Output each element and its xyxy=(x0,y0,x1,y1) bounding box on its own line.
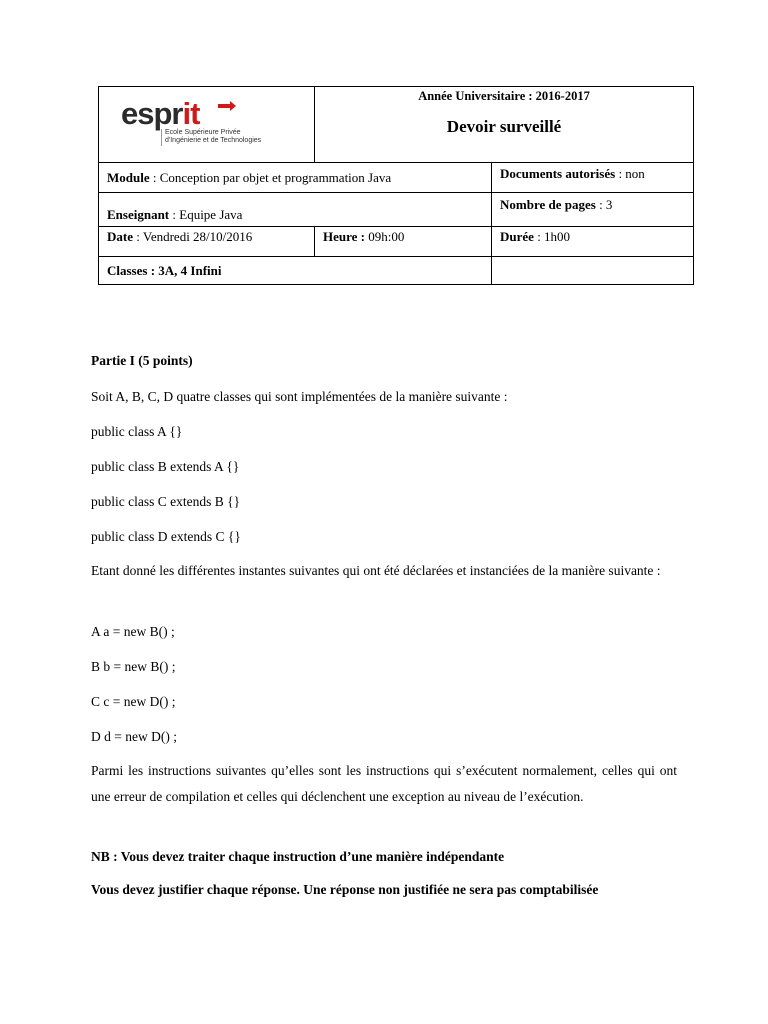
module-cell: Module : Conception par objet et programmation Java xyxy=(99,163,492,193)
logo-subtitle: Ecole Supérieure Privée d'Ingénierie et de Technologies xyxy=(161,129,261,146)
instance-a-line: A a = new B() ; xyxy=(91,624,175,639)
date-cell: Date : Vendredi 28/10/2016 xyxy=(99,227,315,257)
header-table xyxy=(98,86,694,285)
class-c-line: public class C extends B {} xyxy=(91,494,241,509)
classes-cell: Classes : 3A, 4 Infini xyxy=(99,257,492,285)
exam-heading-cell xyxy=(315,87,694,163)
instance-d-line: D d = new D() ; xyxy=(91,729,177,744)
duration-cell: Durée : 1h00 xyxy=(492,227,694,257)
empty-cell xyxy=(492,257,694,285)
part-title: Partie I (5 points) xyxy=(91,353,193,368)
esprit-logo: esprit Ecole Supérieure Privée d'Ingénierie et de Technologies xyxy=(121,95,262,144)
nb-note-1: NB : Vous devez traiter chaque instruction d’une manière indépendante xyxy=(91,849,505,864)
page-title: Devoir surveillé xyxy=(446,117,562,136)
intro-text: Soit A, B, C, D quatre classes qui sont implémentées de la manière suivante : xyxy=(91,389,508,404)
logo-arrow-icon xyxy=(218,101,236,111)
class-d-line: public class D extends C {} xyxy=(91,529,241,544)
pages-cell: Nombre de pages : 3 xyxy=(492,193,694,227)
class-b-line: public class B extends A {} xyxy=(91,459,240,474)
documents-cell: Documents autorisés : non xyxy=(492,163,694,193)
instance-c-line: C c = new D() ; xyxy=(91,694,176,709)
time-cell: Heure : 09h:00 xyxy=(315,227,492,257)
teacher-cell: Enseignant : Equipe Java xyxy=(99,193,492,227)
class-a-line: public class A {} xyxy=(91,424,183,439)
academic-year: Année Universitaire : 2016-2017 xyxy=(418,89,590,103)
logo-cell xyxy=(99,87,315,163)
instances-intro: Etant donné les différentes instantes suivantes qui ont été déclarées et instanciées de la manière suivante : xyxy=(91,563,661,578)
nb-note-2: Vous devez justifier chaque réponse. Une réponse non justifiée ne sera pas comptabilisée xyxy=(91,882,599,897)
instance-b-line: B b = new B() ; xyxy=(91,659,176,674)
question-text: Parmi les instructions suivantes qu’elles sont les instructions qui s’exécutent normalement, celles qui ont une erreur de compilation et celles qui déclenchent une exception au niveau de l’exécution. xyxy=(91,763,677,804)
